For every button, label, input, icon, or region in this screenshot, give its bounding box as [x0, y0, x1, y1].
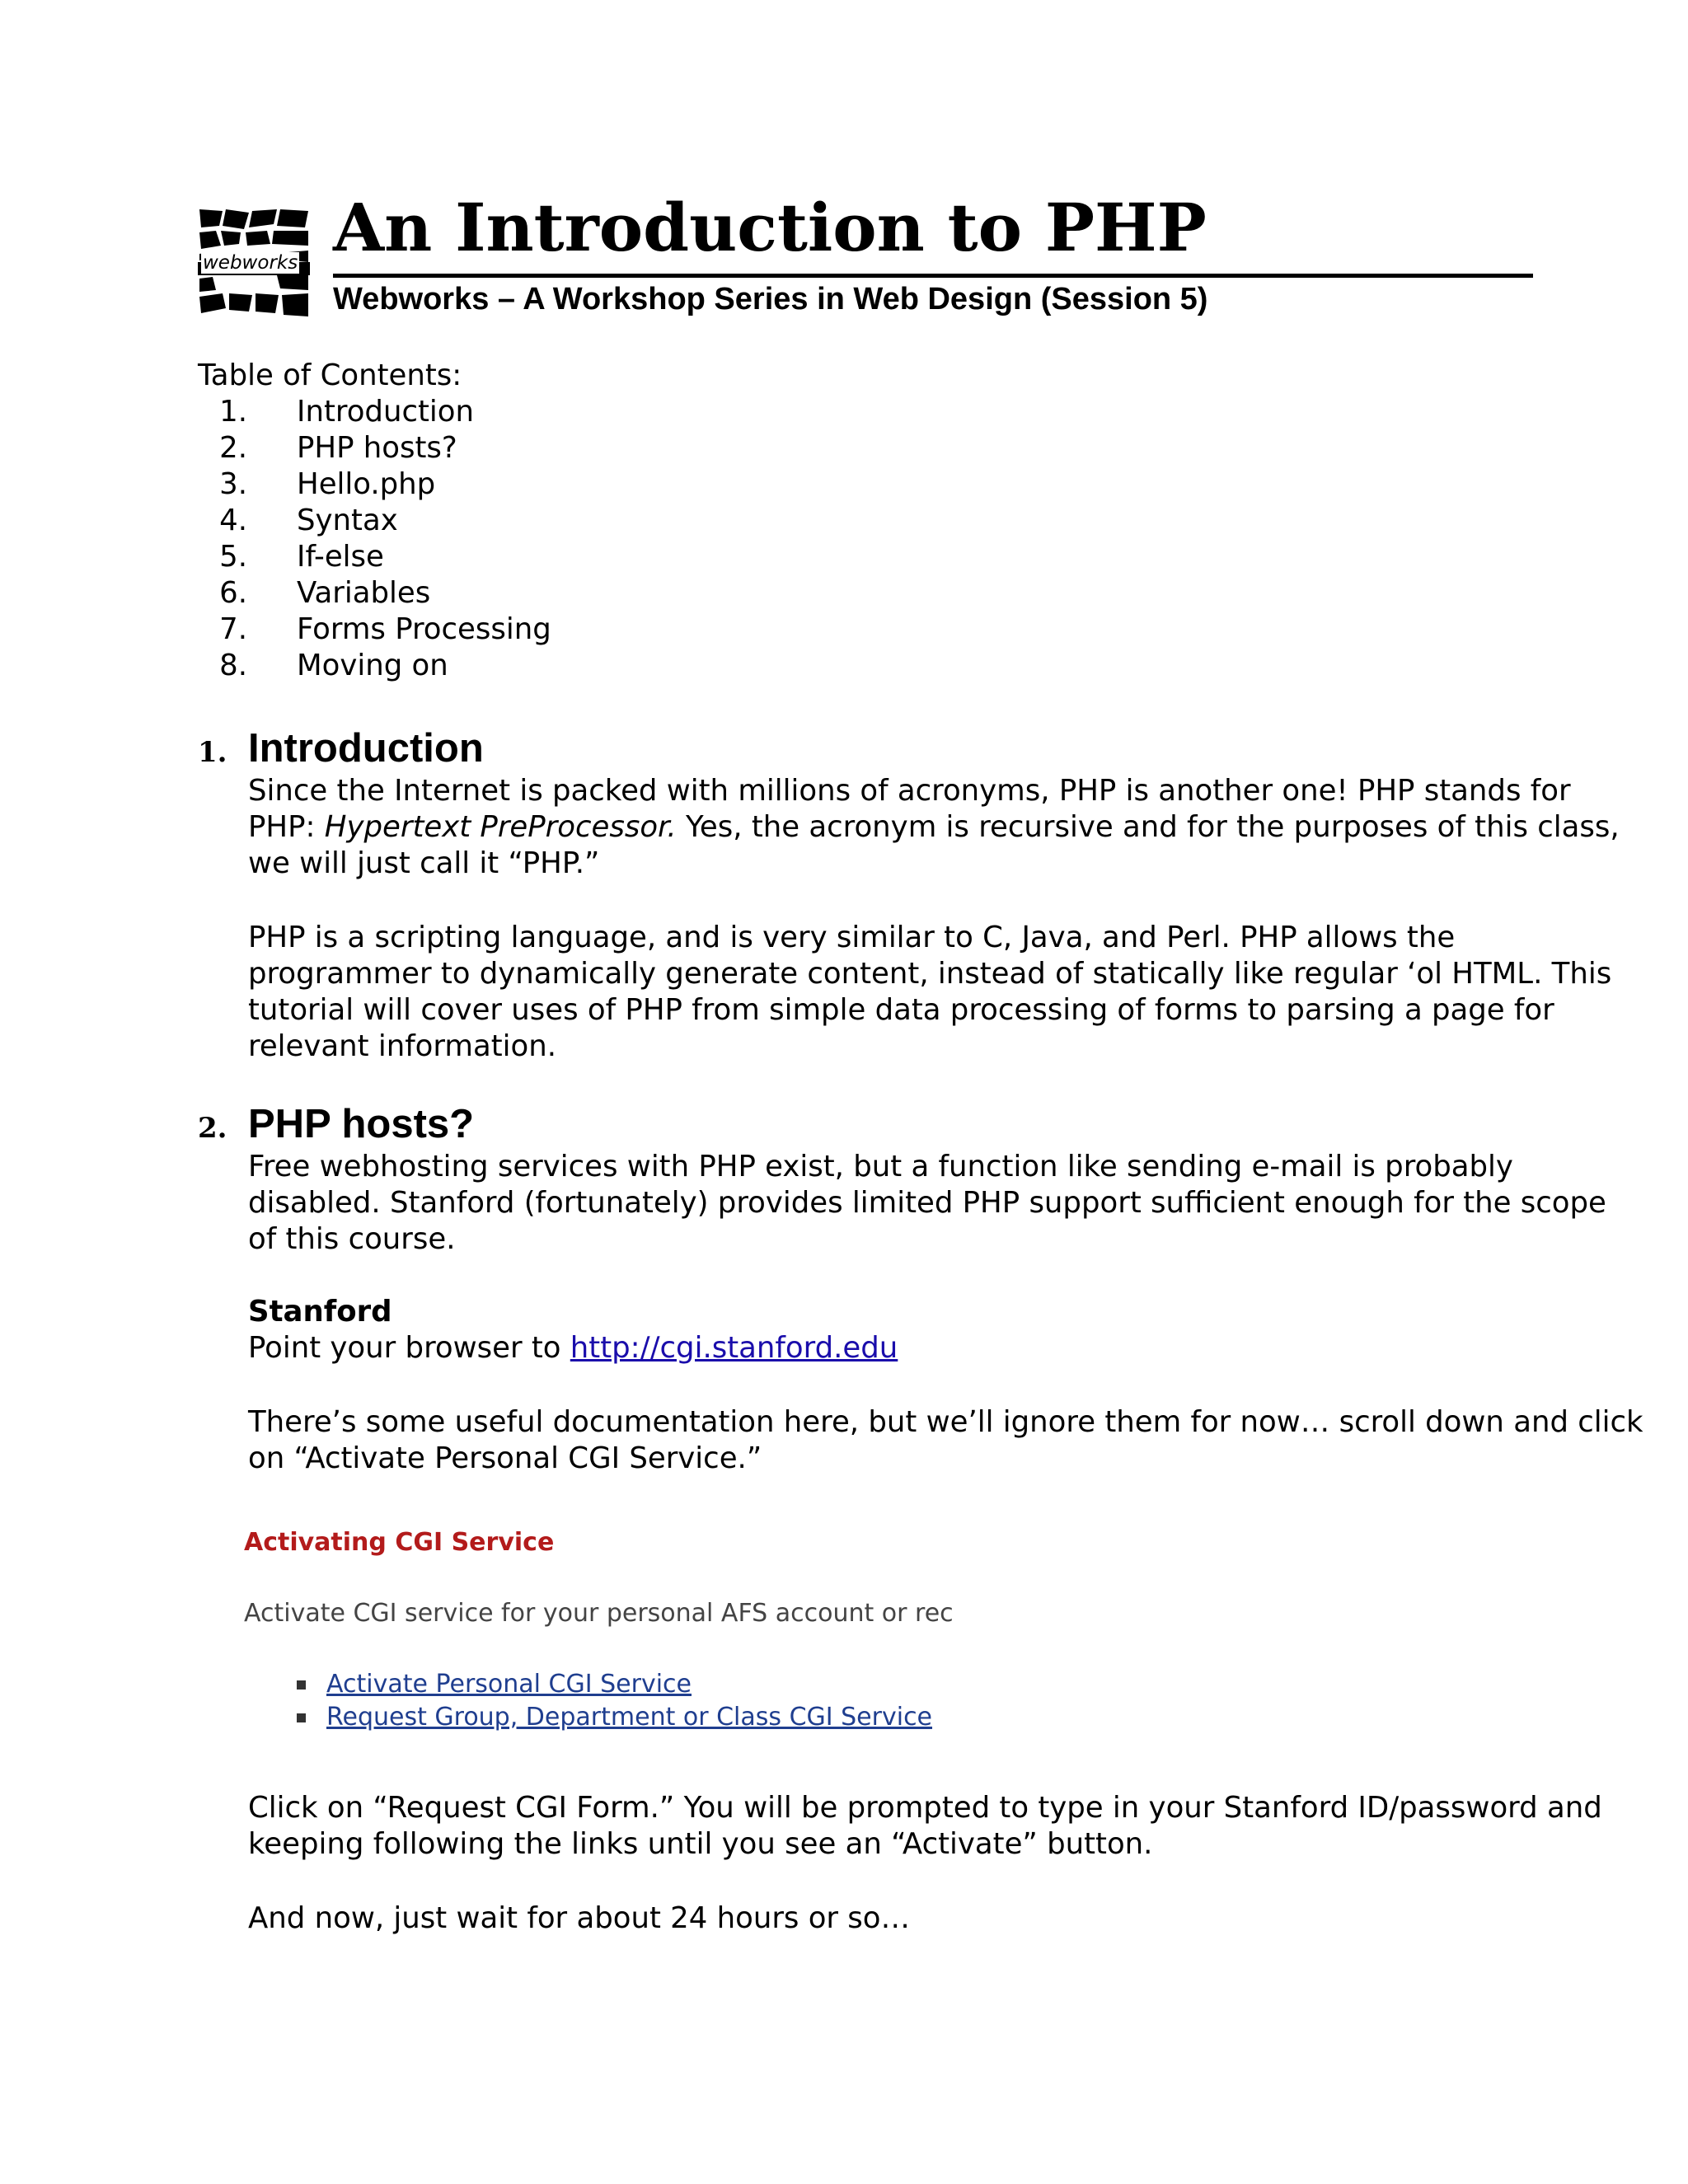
text-line: programmer to dynamically generate content, instead of statically like regular ‘ol HTML. This: [248, 957, 1612, 991]
text-line: Click on “Request CGI Form.” You will be prompted to type in your Stanford ID/password and: [248, 1791, 1602, 1825]
toc-label: PHP hosts?: [297, 431, 457, 465]
toc-label: Moving on: [297, 649, 448, 682]
toc-item: [206, 539, 384, 575]
text-line: Since the Internet is packed with millions of acronyms, PHP is another one! PHP stands for: [248, 774, 1571, 808]
text-line: Free webhosting services with PHP exist, but a function like sending e-mail is probably: [248, 1150, 1513, 1183]
text-line: tutorial will cover uses of PHP from simple data processing of forms to parsing a page for: [248, 993, 1554, 1027]
toc-number: 8.: [219, 649, 247, 682]
toc-item: [206, 612, 551, 648]
text-line: of this course.: [248, 1222, 456, 1256]
page-title: An Introduction to PHP: [333, 189, 1207, 266]
toc-item: [206, 648, 448, 684]
activate-personal-cgi-link[interactable]: Activate Personal CGI Service: [326, 1670, 692, 1699]
title-rule: [333, 274, 1533, 278]
text-line: disabled. Stanford (fortunately) provides limited PHP support sufficient enough for the scope: [248, 1186, 1606, 1220]
webworks-logo: [198, 208, 310, 318]
toc-item: [206, 430, 457, 466]
request-form-paragraph: [248, 1790, 1602, 1863]
cgi-screenshot-title: Activating CGI Service: [244, 1528, 555, 1557]
cgi-stanford-link[interactable]: http://cgi.stanford.edu: [570, 1331, 898, 1365]
toc-item: [206, 575, 431, 612]
toc-number: 5.: [219, 540, 247, 574]
php-expansion: Hypertext PreProcessor.: [324, 810, 677, 844]
text-line: There’s some useful documentation here, but we’ll ignore them for now… scroll down and click: [248, 1405, 1643, 1439]
section-heading-php-hosts: PHP hosts?: [248, 1102, 475, 1146]
toc-number: 2.: [219, 431, 247, 465]
section-number: 1.: [198, 736, 227, 769]
wait-paragraph: [248, 1900, 910, 1937]
page-subtitle: Webworks – A Workshop Series in Web Design (Session 5): [333, 282, 1208, 316]
text-line: [248, 809, 1620, 846]
text-line: PHP is a scripting language, and is very similar to C, Java, and Perl. PHP allows the: [248, 921, 1456, 954]
stanford-subheading: Stanford: [248, 1295, 392, 1329]
toc-label: Forms Processing: [297, 612, 551, 646]
toc-number: 7.: [219, 612, 247, 646]
text-line: keeping following the links until you see an “Activate” button.: [248, 1827, 1153, 1861]
text-line: [248, 1330, 898, 1366]
text-fragment: PHP:: [248, 810, 325, 844]
toc-label: Variables: [297, 576, 431, 610]
section-heading-introduction: Introduction: [248, 726, 484, 771]
documentation-paragraph: [248, 1404, 1643, 1477]
cgi-screenshot-description: Activate CGI service for your personal AFS account or rec: [244, 1599, 954, 1628]
text-fragment: Yes, the acronym is recursive and for the purposes of this class,: [676, 810, 1620, 844]
toc-heading: Table of Contents:: [198, 359, 462, 392]
bullet-icon: [297, 1680, 306, 1690]
toc-label: Introduction: [297, 395, 474, 429]
logo-text: webworks: [203, 252, 298, 274]
toc-item: [206, 394, 474, 430]
bullet-icon: [297, 1713, 306, 1722]
toc-number: 1.: [219, 395, 247, 429]
toc-number: 6.: [219, 576, 247, 610]
intro-paragraph-1: [248, 773, 1620, 882]
toc-number: 3.: [219, 467, 247, 501]
text-line: And now, just wait for about 24 hours or so…: [248, 1901, 911, 1935]
toc-number: 4.: [219, 504, 247, 537]
text-line: on “Activate Personal CGI Service.”: [248, 1441, 762, 1475]
toc-label: If-else: [297, 540, 384, 574]
text-line: relevant information.: [248, 1029, 556, 1063]
hosts-paragraph: [248, 1149, 1606, 1258]
toc-label: Syntax: [297, 504, 398, 537]
text-line: we will just call it “PHP.”: [248, 846, 600, 880]
request-group-cgi-link[interactable]: Request Group, Department or Class CGI Service: [326, 1703, 933, 1732]
intro-paragraph-2: [248, 920, 1611, 1065]
text-fragment: Point your browser to: [248, 1331, 570, 1365]
section-number: 2.: [198, 1112, 227, 1145]
toc-item: [206, 466, 436, 503]
toc-item: [206, 503, 398, 539]
stanford-paragraph: [248, 1330, 898, 1366]
toc-label: Hello.php: [297, 467, 436, 501]
